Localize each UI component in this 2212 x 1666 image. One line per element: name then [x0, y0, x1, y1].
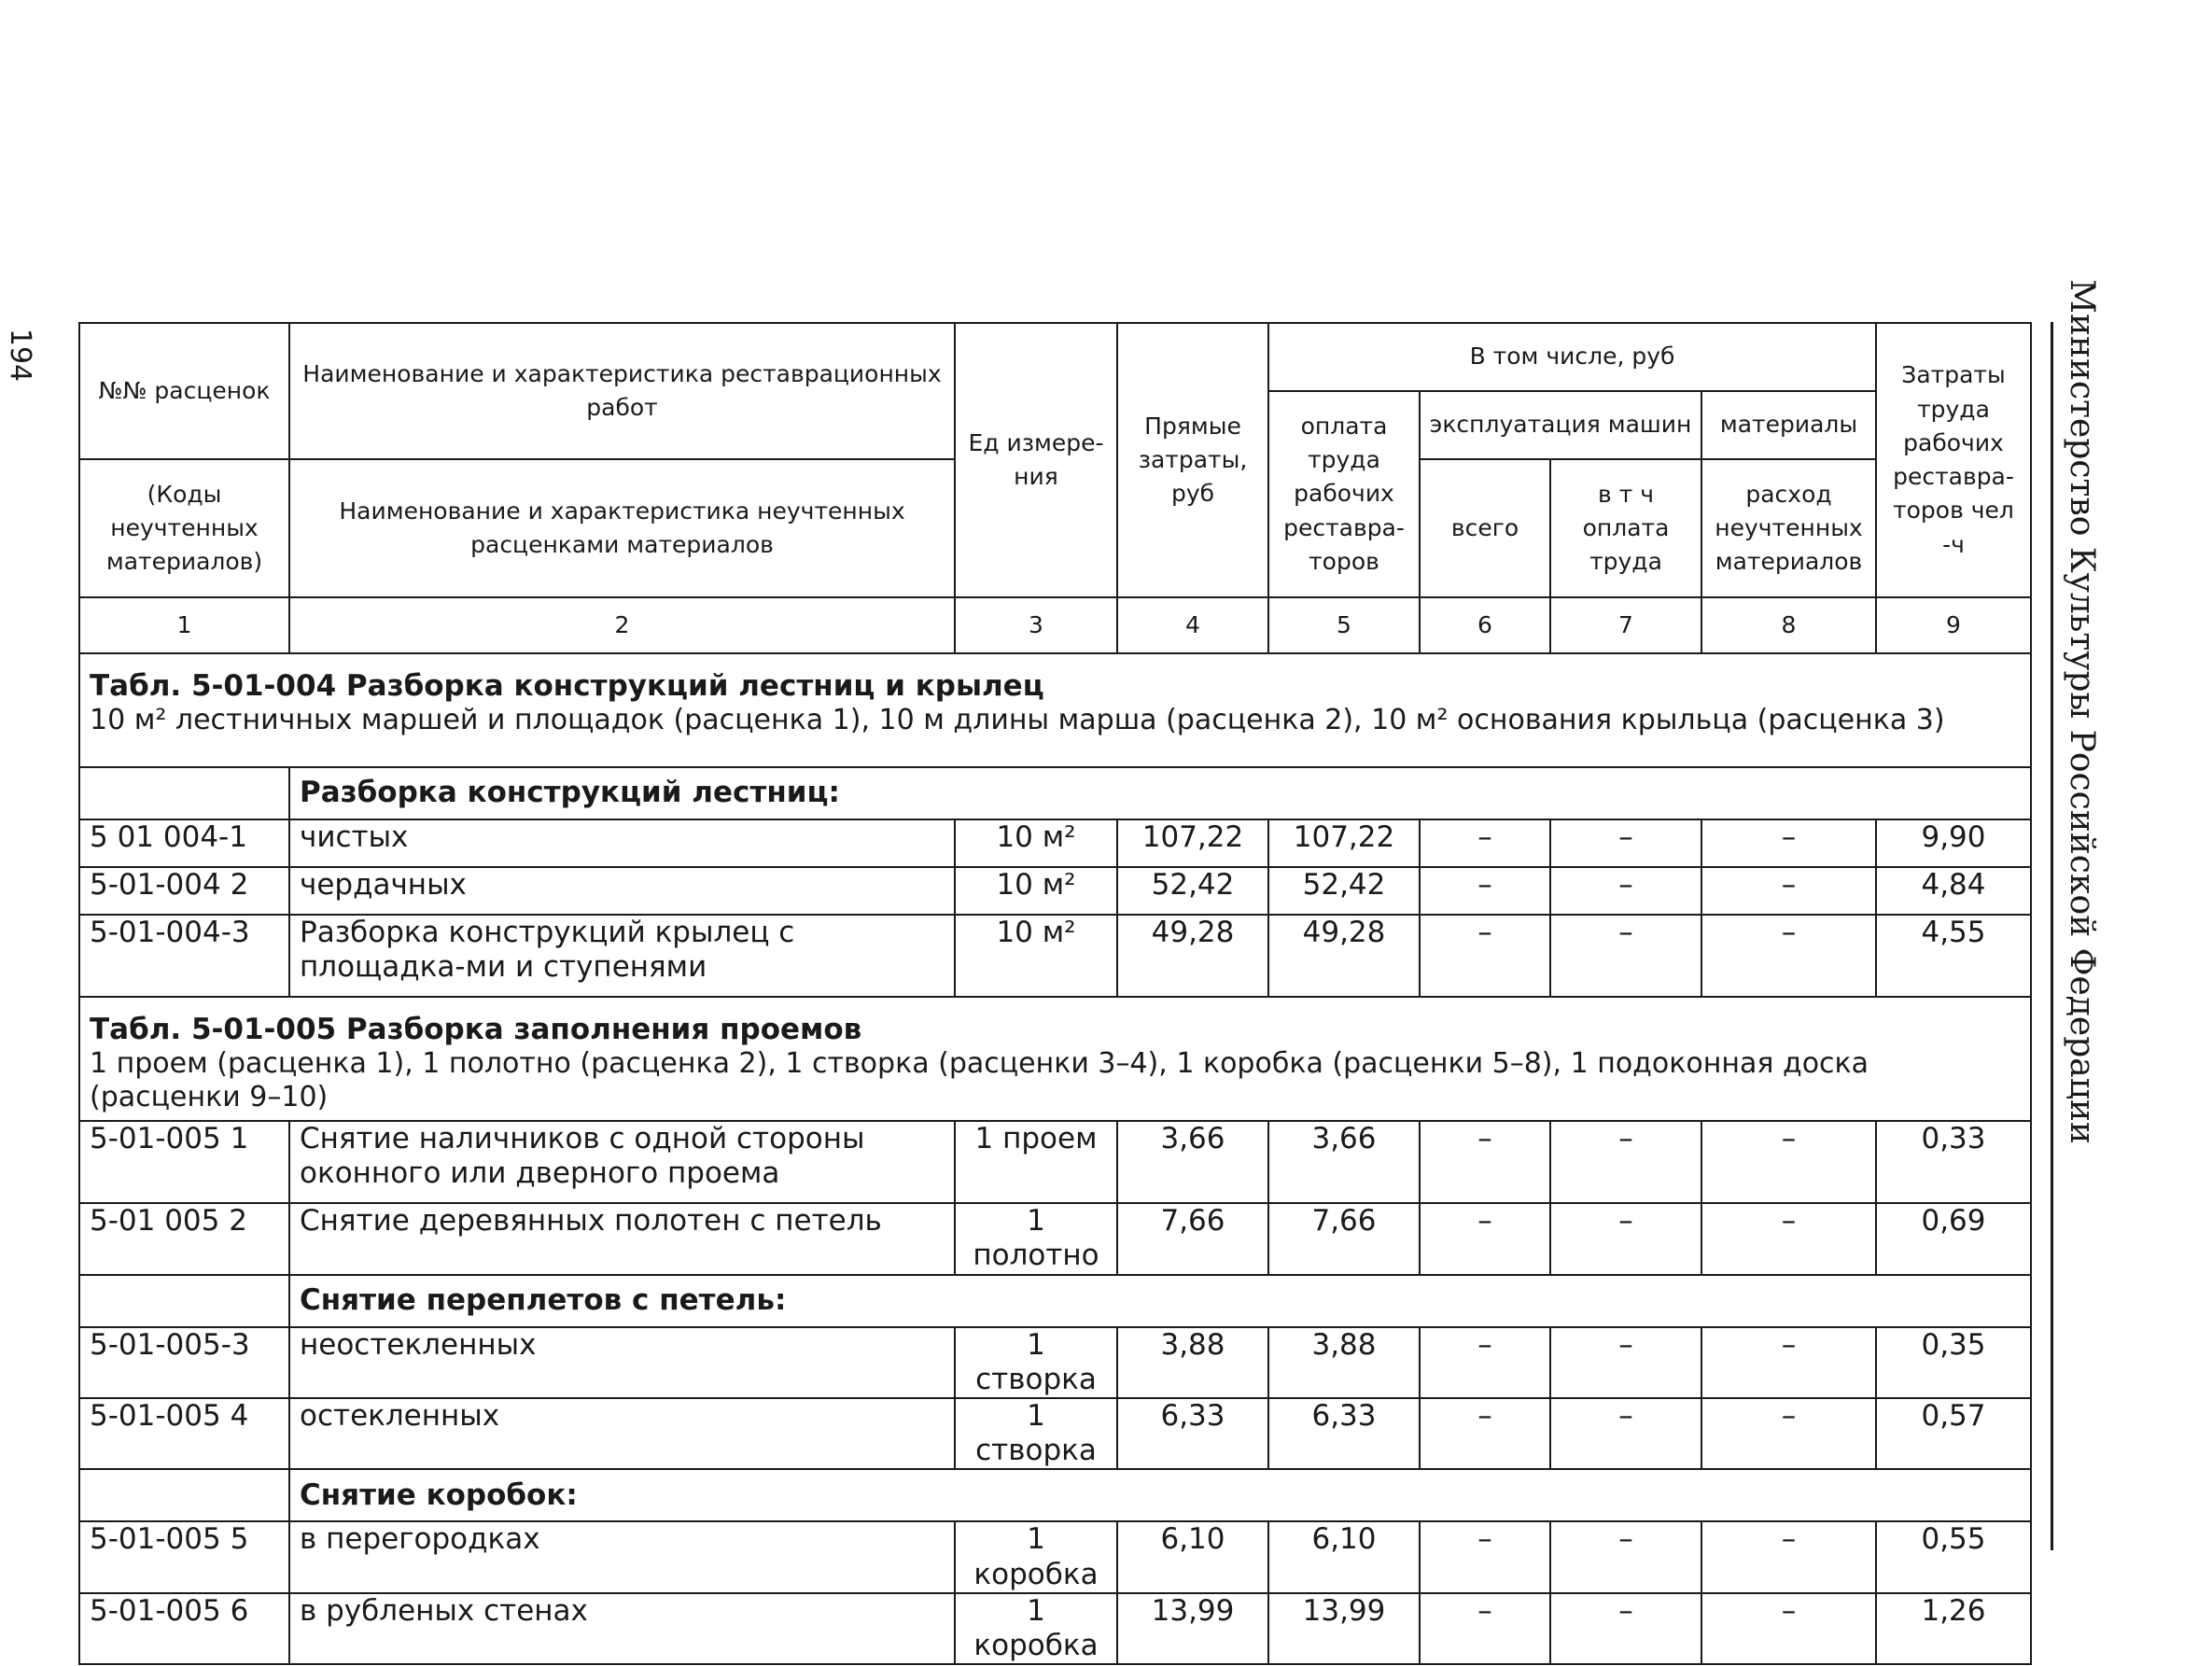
column-number: 1: [79, 597, 289, 653]
worker-pay: 3,88: [1268, 1327, 1420, 1398]
direct-costs: 107,22: [1117, 819, 1268, 867]
machines-total: –: [1420, 1121, 1550, 1203]
column-number: 9: [1876, 597, 2031, 653]
unit: 1 проем: [955, 1121, 1117, 1203]
section-subtitle: 10 м² лестничных маршей и площадок (расценка 1), 10 м длины марша (расценка 2), 10 м² основания крыльца (расценка 3): [90, 704, 1945, 737]
worker-pay: 49,28: [1268, 915, 1420, 997]
direct-costs: 6,10: [1117, 1521, 1268, 1592]
machines-total: –: [1420, 915, 1550, 997]
header-unit: Ед измере-ния: [955, 323, 1117, 597]
rate-code: 5-01-005-3: [79, 1327, 289, 1398]
rates-table: [78, 322, 2032, 1665]
table-row: [79, 819, 2031, 867]
subheading: Снятие переплетов с петель:: [289, 1275, 2031, 1327]
table-row: [79, 1593, 2031, 1664]
material-usage: –: [1701, 1121, 1876, 1203]
header-machines: эксплуатация машин: [1420, 391, 1701, 459]
machines-total: –: [1420, 867, 1550, 915]
labor-hours: 0,57: [1876, 1398, 2031, 1469]
direct-costs: 52,42: [1117, 867, 1268, 915]
table-row: [79, 1521, 2031, 1592]
section-heading: [79, 997, 2031, 1121]
unit: 1 коробка: [955, 1593, 1117, 1664]
work-name: Снятие деревянных полотен с петель: [289, 1203, 955, 1274]
column-number-row: [79, 597, 2031, 653]
work-name: в перегородках: [289, 1521, 955, 1592]
labor-hours: 0,35: [1876, 1327, 2031, 1398]
column-number: 2: [289, 597, 955, 653]
material-usage: –: [1701, 915, 1876, 997]
table-row: [79, 867, 2031, 915]
column-number: 5: [1268, 597, 1420, 653]
direct-costs: 3,88: [1117, 1327, 1268, 1398]
page-number: 194: [4, 328, 37, 382]
column-number: 8: [1701, 597, 1876, 653]
material-usage: –: [1701, 1521, 1876, 1592]
section-title: Табл. 5-01-005 Разборка заполнения проемов: [90, 1013, 862, 1046]
header-group-label: В том числе, руб: [1268, 323, 1876, 391]
machines-total: –: [1420, 819, 1550, 867]
machines-total: –: [1420, 1593, 1550, 1664]
section-subtitle: 1 проем (расценка 1), 1 полотно (расценка 2), 1 створка (расценки 3–4), 1 коробка (расценки 5–8), 1 подоконная доска (расценки 9–10): [90, 1047, 1869, 1114]
subheading-row: [79, 767, 2031, 819]
machines-labor: –: [1550, 1398, 1701, 1469]
header-machines-total: всего: [1420, 459, 1550, 597]
section-title: Табл. 5-01-004 Разборка конструкций лестниц и крылец: [90, 669, 1044, 703]
worker-pay: 3,66: [1268, 1121, 1420, 1203]
worker-pay: 13,99: [1268, 1593, 1420, 1664]
machines-total: –: [1420, 1203, 1550, 1274]
direct-costs: 49,28: [1117, 915, 1268, 997]
rate-code: 5-01-005 1: [79, 1121, 289, 1203]
machines-labor: –: [1550, 1121, 1701, 1203]
rate-code: 5-01-004 2: [79, 867, 289, 915]
column-number: 7: [1550, 597, 1701, 653]
rate-code: 5-01 005 2: [79, 1203, 289, 1274]
direct-costs: 3,66: [1117, 1121, 1268, 1203]
table-row: [79, 1327, 2031, 1398]
material-usage: –: [1701, 1593, 1876, 1664]
work-name: в рубленых стенах: [289, 1593, 955, 1664]
machines-labor: –: [1550, 819, 1701, 867]
work-name: чердачных: [289, 867, 955, 915]
work-name: чистых: [289, 819, 955, 867]
rate-code: 5-01-005 5: [79, 1521, 289, 1592]
header-machines-labor: в т ч оплата труда: [1550, 459, 1701, 597]
machines-labor: –: [1550, 867, 1701, 915]
unit: 1 створка: [955, 1327, 1117, 1398]
header-labor-hours: Затраты труда рабочих реставра-торов чел -ч: [1876, 323, 2031, 597]
labor-hours: 4,84: [1876, 867, 2031, 915]
machines-labor: –: [1550, 1203, 1701, 1274]
worker-pay: 6,33: [1268, 1398, 1420, 1469]
subheading: Снятие коробок:: [289, 1469, 2031, 1521]
unit: 1 полотно: [955, 1203, 1117, 1274]
material-usage: –: [1701, 1203, 1876, 1274]
running-head: Министерство Культуры Российской Федерации: [2062, 278, 2101, 1144]
direct-costs: 6,33: [1117, 1398, 1268, 1469]
direct-costs: 13,99: [1117, 1593, 1268, 1664]
column-number: 6: [1420, 597, 1550, 653]
rate-code: 5-01-005 6: [79, 1593, 289, 1664]
labor-hours: 0,55: [1876, 1521, 2031, 1592]
section-heading: [79, 653, 2031, 767]
machines-total: –: [1420, 1327, 1550, 1398]
column-number: 4: [1117, 597, 1268, 653]
section-heading-row: [79, 653, 2031, 767]
worker-pay: 7,66: [1268, 1203, 1420, 1274]
labor-hours: 4,55: [1876, 915, 2031, 997]
header-material-names: Наименование и характеристика неучтенных расценками материалов: [289, 459, 955, 597]
material-usage: –: [1701, 867, 1876, 915]
rate-code: 5-01-004-3: [79, 915, 289, 997]
empty-cell: [79, 767, 289, 819]
rate-code: 5 01 004-1: [79, 819, 289, 867]
table-row: [79, 915, 2031, 997]
subheading-row: [79, 1275, 2031, 1327]
unit: 10 м²: [955, 819, 1117, 867]
work-name: остекленных: [289, 1398, 955, 1469]
machines-labor: –: [1550, 915, 1701, 997]
labor-hours: 9,90: [1876, 819, 2031, 867]
direct-costs: 7,66: [1117, 1203, 1268, 1274]
subheading-row: [79, 1469, 2031, 1521]
machines-labor: –: [1550, 1327, 1701, 1398]
table-row: [79, 1203, 2031, 1274]
header-materials: материалы: [1701, 391, 1876, 459]
table-header: [79, 323, 2031, 653]
unit: 10 м²: [955, 915, 1117, 997]
rate-code: 5-01-005 4: [79, 1398, 289, 1469]
table-row: [79, 1398, 2031, 1469]
header-material-codes: (Коды неучтенных материалов): [79, 459, 289, 597]
unit: 1 створка: [955, 1398, 1117, 1469]
machines-labor: –: [1550, 1521, 1701, 1592]
worker-pay: 52,42: [1268, 867, 1420, 915]
material-usage: –: [1701, 819, 1876, 867]
machines-labor: –: [1550, 1593, 1701, 1664]
header-direct-costs: Прямые затраты, руб: [1117, 323, 1268, 597]
header-work-name: Наименование и характеристика реставрационных работ: [289, 323, 955, 459]
section-heading-row: [79, 997, 2031, 1121]
machines-total: –: [1420, 1398, 1550, 1469]
work-name: неостекленных: [289, 1327, 955, 1398]
work-name: Снятие наличников с одной стороны оконного или дверного проема: [289, 1121, 955, 1203]
labor-hours: 0,69: [1876, 1203, 2031, 1274]
worker-pay: 107,22: [1268, 819, 1420, 867]
header-worker-pay: оплата труда рабочих реставра-торов: [1268, 391, 1420, 597]
empty-cell: [79, 1275, 289, 1327]
table-body: [79, 653, 2031, 1664]
empty-cell: [79, 1469, 289, 1521]
material-usage: –: [1701, 1327, 1876, 1398]
column-number: 3: [955, 597, 1117, 653]
header-rate-number: №№ расценок: [79, 323, 289, 459]
header-material-usage: расход неучтенных материалов: [1701, 459, 1876, 597]
material-usage: –: [1701, 1398, 1876, 1469]
table-row: [79, 1121, 2031, 1203]
machines-total: –: [1420, 1521, 1550, 1592]
labor-hours: 1,26: [1876, 1593, 2031, 1664]
worker-pay: 6,10: [1268, 1521, 1420, 1592]
labor-hours: 0,33: [1876, 1121, 2031, 1203]
unit: 10 м²: [955, 867, 1117, 915]
work-name: Разборка конструкций крылец с площадка-ми и ступенями: [289, 915, 955, 997]
subheading: Разборка конструкций лестниц:: [289, 767, 2031, 819]
unit: 1 коробка: [955, 1521, 1117, 1592]
